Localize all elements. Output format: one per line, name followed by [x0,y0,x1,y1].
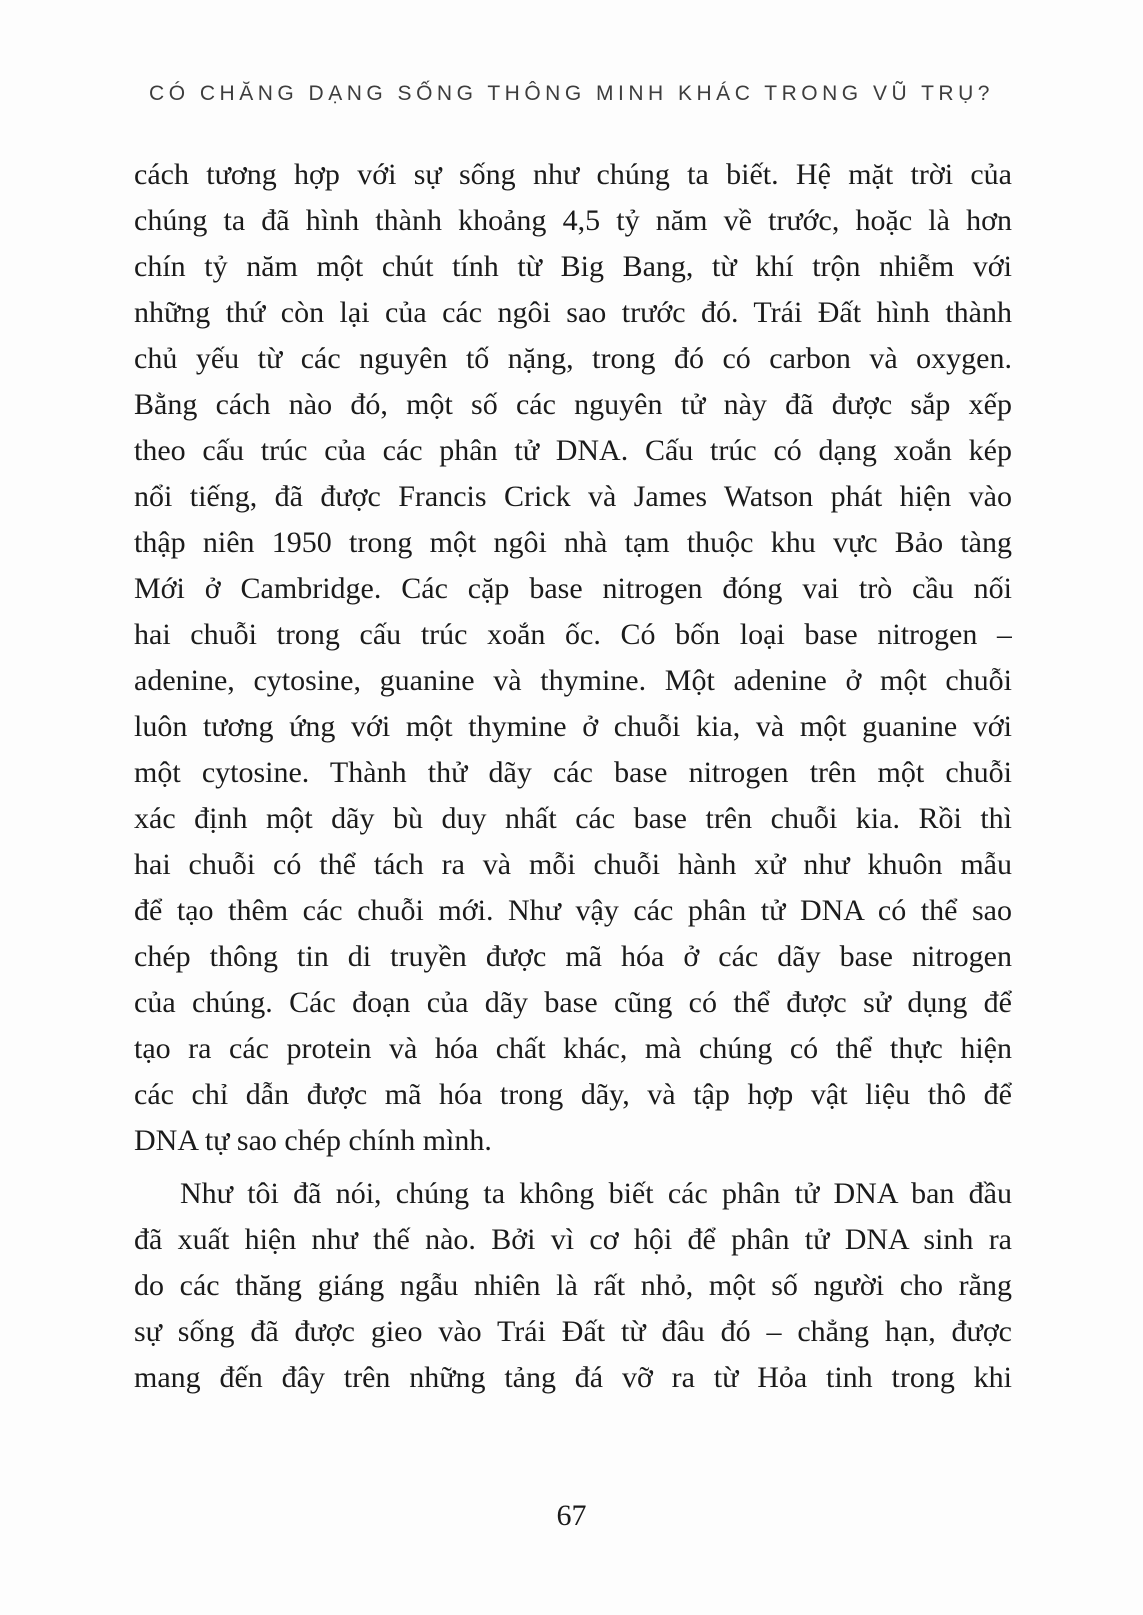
text-line: chép thông tin di truyền được mã hóa ở các dãy base nitrogen [134,940,1012,973]
paragraph [134,152,1012,1164]
text-line: DNA tự sao chép chính mình. [134,1124,492,1157]
text-line: luôn tương ứng với một thymine ở chuỗi kia, và một guanine với [134,710,1012,743]
text-line: mang đến đây trên những tảng đá vỡ ra từ Hỏa tinh trong khi [134,1361,1012,1394]
text-line: adenine, cytosine, guanine và thymine. Một adenine ở một chuỗi [134,664,1012,697]
paragraph [134,1171,1012,1401]
text-line: xác định một dãy bù duy nhất các base trên chuỗi kia. Rồi thì [134,802,1012,835]
text-line: hai chuỗi trong cấu trúc xoắn ốc. Có bốn loại base nitrogen – [134,618,1012,651]
page-number: 67 [556,1499,587,1532]
text-line: một cytosine. Thành thử dãy các base nitrogen trên một chuỗi [134,756,1012,789]
text-line: do các thăng giáng ngẫu nhiên là rất nhỏ, một số người cho rằng [134,1269,1012,1302]
running-header: CÓ CHĂNG DẠNG SỐNG THÔNG MINH KHÁC TRONG VŨ TRỤ? [149,82,994,105]
text-line: tạo ra các protein và hóa chất khác, mà chúng có thể thực hiện [134,1032,1012,1065]
text-line: nổi tiếng, đã được Francis Crick và James Watson phát hiện vào [134,480,1012,513]
text-line: chủ yếu từ các nguyên tố nặng, trong đó có carbon và oxygen. [134,342,1012,375]
text-line: thập niên 1950 trong một ngôi nhà tạm thuộc khu vực Bảo tàng [134,526,1012,559]
text-line: theo cấu trúc của các phân tử DNA. Cấu trúc có dạng xoắn kép [134,434,1012,467]
text-line: Như tôi đã nói, chúng ta không biết các phân tử DNA ban đầu [180,1177,1012,1210]
text-line: các chỉ dẫn được mã hóa trong dãy, và tập hợp vật liệu thô để [134,1078,1012,1111]
text-line: của chúng. Các đoạn của dãy base cũng có thể được sử dụng để [134,986,1012,1019]
text-line: đã xuất hiện như thế nào. Bởi vì cơ hội để phân tử DNA sinh ra [134,1223,1012,1256]
text-line: những thứ còn lại của các ngôi sao trước đó. Trái Đất hình thành [134,296,1012,329]
text-line: để tạo thêm các chuỗi mới. Như vậy các phân tử DNA có thể sao [134,894,1012,927]
text-line: chúng ta đã hình thành khoảng 4,5 tỷ năm về trước, hoặc là hơn [134,204,1012,237]
body-text [134,152,1012,1401]
text-line: cách tương hợp với sự sống như chúng ta biết. Hệ mặt trời của [134,158,1012,191]
text-line: Mới ở Cambridge. Các cặp base nitrogen đóng vai trò cầu nối [134,572,1012,605]
text-line: hai chuỗi có thể tách ra và mỗi chuỗi hành xử như khuôn mẫu [134,848,1012,881]
text-line: chín tỷ năm một chút tính từ Big Bang, từ khí trộn nhiễm với [134,250,1012,283]
text-line: sự sống đã được gieo vào Trái Đất từ đâu đó – chẳng hạn, được [134,1315,1012,1348]
text-line: Bằng cách nào đó, một số các nguyên tử này đã được sắp xếp [134,388,1012,421]
